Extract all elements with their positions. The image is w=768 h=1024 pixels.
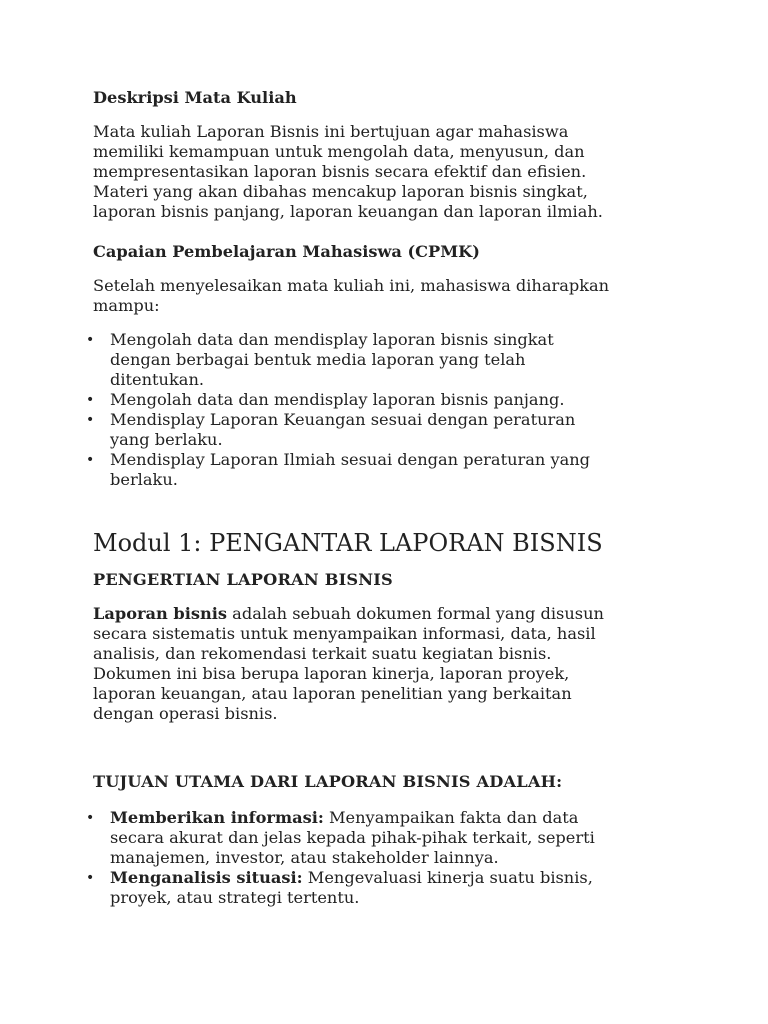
cpmk-heading: Capaian Pembelajaran Mahasiswa (CPMK) (93, 242, 480, 261)
text-line: laporan bisnis panjang, laporan keuangan dan laporan ilmiah. (93, 202, 603, 221)
text-line: Mengevaluasi kinerja suatu bisnis, (302, 868, 593, 887)
text-line: secara akurat dan jelas kepada pihak-pihak terkait, seperti (110, 828, 595, 847)
list-item (93, 410, 683, 450)
list-item (93, 330, 683, 390)
list-item (93, 450, 683, 490)
text-line: mampu: (93, 296, 160, 315)
text-line: berlaku. (110, 470, 178, 489)
text-line: manajemen, investor, atau stakeholder lainnya. (110, 848, 499, 867)
text-line: Setelah menyelesaikan mata kuliah ini, mahasiswa diharapkan (93, 276, 610, 295)
bold-term: Memberikan informasi: (110, 808, 324, 827)
text-line: Mengolah data dan mendisplay laporan bisnis panjang. (110, 390, 565, 409)
text-line: Menyampaikan fakta dan data (323, 808, 579, 827)
text-line: secara sistematis untuk menyampaikan informasi, data, hasil (93, 624, 596, 643)
list-item (93, 808, 683, 868)
cpmk-list (93, 330, 683, 490)
tujuan-list (93, 808, 683, 908)
module-title: Modul 1: PENGANTAR LAPORAN BISNIS (93, 529, 603, 557)
text-line: Dokumen ini bisa berupa laporan kinerja, laporan proyek, (93, 664, 570, 683)
deskripsi-heading: Deskripsi Mata Kuliah (93, 88, 297, 107)
text-line: ditentukan. (110, 370, 205, 389)
text-line: memiliki kemampuan untuk mengolah data, menyusun, dan (93, 142, 585, 161)
text-line: proyek, atau strategi tertentu. (110, 888, 360, 907)
text-line: dengan operasi bisnis. (93, 704, 278, 723)
text-line: yang berlaku. (110, 430, 223, 449)
text-line: mempresentasikan laporan bisnis secara efektif dan efisien. (93, 162, 587, 181)
pengertian-paragraph (93, 604, 683, 724)
text-line: laporan keuangan, atau laporan penelitian yang berkaitan (93, 684, 572, 703)
bold-term: Laporan bisnis (93, 604, 228, 623)
text-line: analisis, dan rekomendasi terkait suatu kegiatan bisnis. (93, 644, 552, 663)
cpmk-intro (93, 276, 683, 316)
document-page (93, 86, 683, 908)
text-line: Materi yang akan dibahas mencakup laporan bisnis singkat, (93, 182, 588, 201)
text-line: Mengolah data dan mendisplay laporan bisnis singkat (110, 330, 554, 349)
text-line: adalah sebuah dokumen formal yang disusun (227, 604, 604, 623)
text-line: Mendisplay Laporan Keuangan sesuai dengan peraturan (110, 410, 576, 429)
text-line: dengan berbagai bentuk media laporan yang telah (110, 350, 526, 369)
bold-term: Menganalisis situasi: (110, 868, 303, 887)
deskripsi-paragraph (93, 122, 683, 222)
text-line: Mendisplay Laporan Ilmiah sesuai dengan peraturan yang (110, 450, 591, 469)
list-item (93, 868, 683, 908)
pengertian-heading: PENGERTIAN LAPORAN BISNIS (93, 570, 393, 589)
list-item (93, 390, 683, 410)
tujuan-heading: TUJUAN UTAMA DARI LAPORAN BISNIS ADALAH: (93, 772, 563, 791)
text-line: Mata kuliah Laporan Bisnis ini bertujuan agar mahasiswa (93, 122, 569, 141)
